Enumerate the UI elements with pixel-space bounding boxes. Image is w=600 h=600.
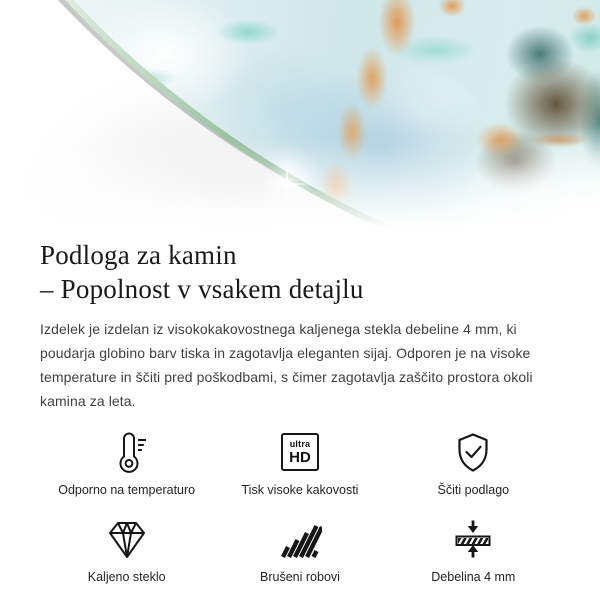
feature-label: Debelina 4 mm	[431, 570, 516, 584]
feature-label: Tisk visoke kakovosti	[241, 483, 359, 497]
diamond-icon	[105, 516, 149, 562]
product-info-section	[0, 238, 600, 585]
feature-label: Odporno na temperaturo	[58, 483, 196, 497]
ultra-hd-icon	[281, 429, 319, 475]
feature-item-tempered-glass	[40, 516, 213, 585]
page-title-line1: Podloga za kamin	[40, 240, 237, 270]
feature-item-brushed-edges	[213, 516, 386, 585]
thermometer-icon	[105, 429, 149, 475]
page-title-line2: – Popolnost v vsakem detajlu	[40, 274, 364, 304]
feature-item-protection	[387, 429, 560, 498]
thickness-icon	[451, 516, 495, 562]
page-title	[40, 238, 560, 306]
shield-check-icon	[451, 429, 495, 475]
ultra-hd-text-top: ultra	[289, 438, 311, 449]
brushed-edges-icon	[278, 516, 322, 562]
feature-item-thickness	[387, 516, 560, 585]
feature-item-temperature	[40, 429, 213, 498]
features-grid	[40, 429, 560, 585]
product-description: Izdelek je izdelan iz visokokakovostnega kaljenega stekla debeline 4 mm, ki poudarja globino barv tiska in zagotavlja eleganten sijaj. Odporen je na visoke temperature in ščiti pred poškodbami, s čimer zagotavlja zaščito prostora okoli kamina za leta.	[40, 321, 533, 409]
ultra-hd-text-bottom: HD	[289, 448, 311, 466]
hero-fade-overlay	[0, 0, 600, 232]
product-hero	[0, 0, 600, 232]
feature-label: Ščiti podlago	[437, 483, 510, 497]
ultra-hd-box	[281, 433, 319, 471]
feature-label: Kaljeno steklo	[87, 570, 166, 584]
feature-label: Brušeni robovi	[260, 570, 340, 584]
feature-item-print-quality	[213, 429, 386, 498]
